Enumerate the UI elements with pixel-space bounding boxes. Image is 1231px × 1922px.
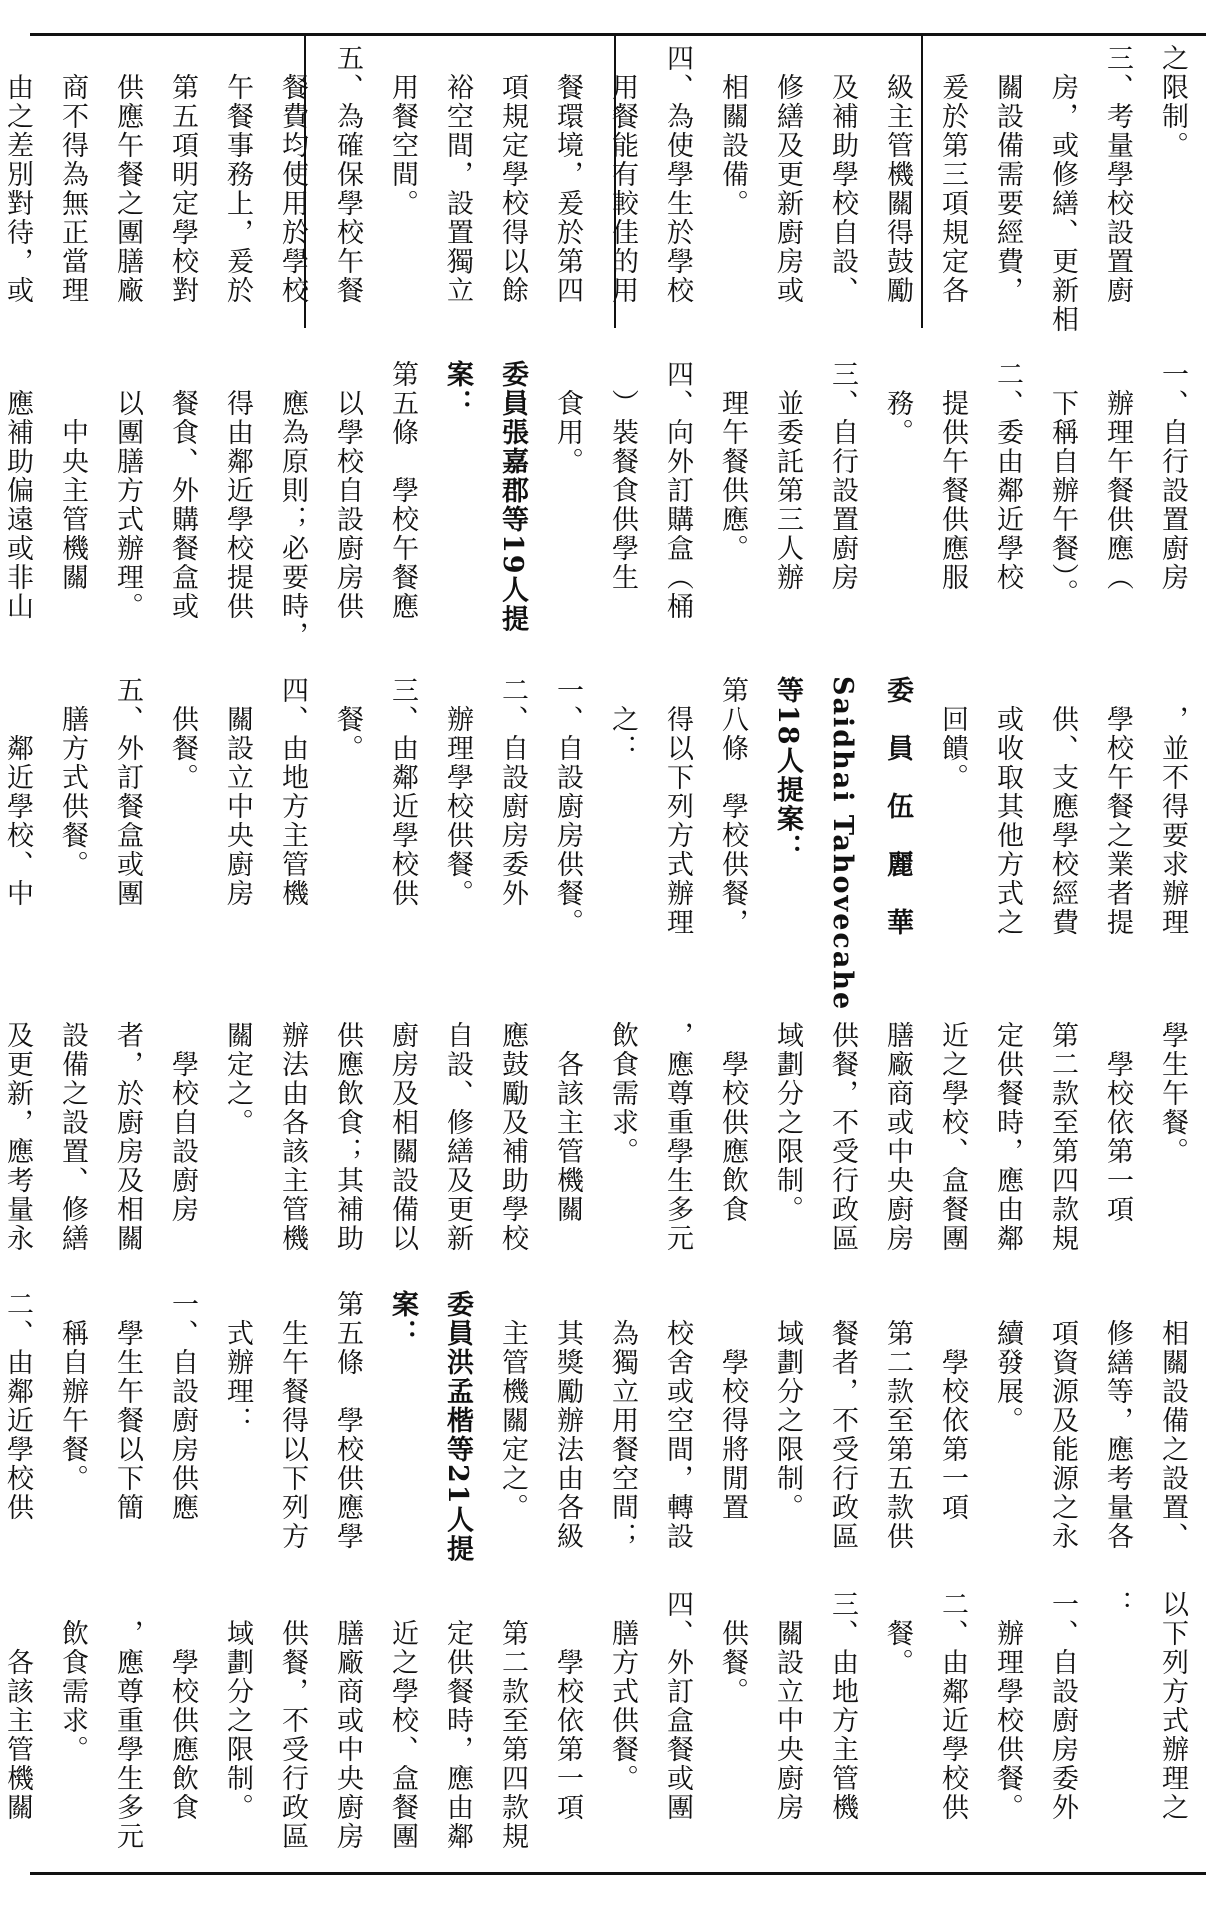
text-line: 飲食需求。 [607,992,638,1166]
text-line: 飲食需求。 [57,1590,88,1764]
text-line: 為獨立用餐空間； [607,1290,638,1551]
text-line: 第二款至第四款規 [497,1590,528,1851]
text-line: 辦理學校供餐。 [442,676,473,908]
text-line: 餐者，不受行政區 [827,1290,858,1551]
text-line: 學校供應飲食 [717,992,748,1224]
text-line: 關設備需要經費， [992,44,1023,305]
text-line: 定供餐時，應由鄰 [992,992,1023,1253]
text-line: 得以下列方式辦理 [662,676,693,937]
text-line: 供、支應學校經費 [1047,676,1078,937]
text-line: 第八條 學校供餐， [717,676,748,937]
text-line: 膳廠商或中央廚房 [882,992,913,1253]
text-line: 三、由鄰近學校供 [387,676,418,908]
text-line: 一、自設廚房供餐。 [552,676,583,937]
text-line: 定供餐時，應由鄰 [442,1590,473,1851]
text-line: 五、為確保學校午餐 [332,44,363,305]
text-line: 提供午餐供應服 [937,360,968,592]
text-line: 供餐。 [717,1590,748,1706]
text-line: 三、考量學校設置廚 [1102,44,1133,305]
text-line: 等18人提案： [772,676,803,863]
text-line: 項規定學校得以餘 [497,44,528,305]
text-line: 供餐。 [167,676,198,792]
text-line: 鄰近學校、中 [2,676,33,908]
text-line: 理午餐供應。 [717,360,748,563]
text-line: 及補助學校自設、 [827,44,858,305]
text-line: 用餐空間。 [387,44,418,218]
text-line: 房，或修繕、更新相 [1047,44,1078,334]
text-line: 以下列方式辦理之 [1157,1590,1188,1822]
text-line: 一、自設廚房委外 [1047,1590,1078,1822]
text-line: 近之學校、盒餐團 [387,1590,418,1851]
text-line: 之： [607,676,638,763]
text-line: 餐環境，爰於第四 [552,44,583,305]
text-line: ）裝餐食供學生 [607,360,638,592]
text-line: 域劃分之限制。 [772,1290,803,1522]
text-line: 膳方式供餐。 [57,676,88,879]
text-band-3 [2,676,1200,1012]
text-line: 回饋。 [937,676,968,792]
text-line: 由之差別對待，或 [2,44,33,305]
text-line: 域劃分之限制。 [772,992,803,1224]
text-line: 辦理學校供餐。 [992,1590,1023,1822]
text-line: 相關設備。 [717,44,748,218]
text-line: 設備之設置、修繕 [57,992,88,1253]
text-line: 校舍或空間，轉設 [662,1290,693,1551]
text-line: 各該主管機關 [2,1590,33,1822]
text-line: 生午餐得以下列方 [277,1290,308,1551]
text-line: 下稱自辦午餐）。 [1047,360,1078,608]
text-line: 供應飲食；其補助 [332,992,363,1253]
text-line: 餐。 [882,1590,913,1677]
text-line: 裕空間，設置獨立 [442,44,473,305]
text-line: 學生午餐。 [1157,992,1188,1166]
text-line: 商不得為無正當理 [57,44,88,305]
text-line: 主管機關定之。 [497,1290,528,1522]
text-band-5 [2,1290,1200,1566]
text-band-4 [2,992,1200,1268]
text-band-2 [2,360,1200,650]
text-line: 午餐事務上，爰於 [222,44,253,305]
text-line: 供餐，不受行政區 [277,1590,308,1851]
text-line: 餐食、外購餐盒或 [167,360,198,621]
text-line: 辦法由各該主管機 [277,992,308,1253]
text-line: 五、外訂餐盒或團 [112,676,143,908]
text-line: 或收取其他方式之 [992,676,1023,937]
text-line: 學校依第一項 [552,1590,583,1822]
text-line: 四、外訂盒餐或團 [662,1590,693,1822]
text-line: ，應尊重學生多元 [112,1590,143,1851]
text-line: 中央主管機關 [57,360,88,592]
text-line: 關設立中央廚房 [222,676,253,908]
text-line: 應為原則；必要時， [277,360,308,650]
text-line: 學校供應飲食 [167,1590,198,1822]
text-band-1 [2,44,1200,334]
text-line: 第五條 學校午餐應 [387,360,418,621]
text-line: 者，於廚房及相關 [112,992,143,1253]
text-line: 一、自設廚房供應 [167,1290,198,1522]
text-line: 修繕等，應考量各 [1102,1290,1133,1551]
text-line: ，並不得要求辦理 [1157,676,1188,937]
text-line: 應鼓勵及補助學校 [497,992,528,1253]
text-line: 學校依第一項 [937,1290,968,1522]
text-line: 各該主管機關 [552,992,583,1224]
text-line: 委員洪孟楷等21人提 [442,1290,473,1564]
text-line: 之限制。 [1157,44,1188,160]
text-line: 稱自辦午餐。 [57,1290,88,1493]
text-line: 四、由地方主管機 [277,676,308,908]
text-line: 二、由鄰近學校供 [2,1290,33,1522]
text-line: 相關設備之設置、 [1157,1290,1188,1551]
text-line: 膳方式供餐。 [607,1590,638,1793]
text-line: 其獎勵辦法由各級 [552,1290,583,1551]
text-line: 項資源及能源之永 [1047,1290,1078,1551]
text-line: 供餐，不受行政區 [827,992,858,1253]
text-line: 域劃分之限制。 [222,1590,253,1822]
text-line: 廚房及相關設備以 [387,992,418,1253]
text-line: 學校得將閒置 [717,1290,748,1522]
text-line: 修繕及更新廚房或 [772,44,803,305]
text-line: 第二款至第四款規 [1047,992,1078,1253]
text-line: 及更新，應考量永 [2,992,33,1253]
text-line: 近之學校、盒餐團 [937,992,968,1253]
text-line: 膳廠商或中央廚房 [332,1590,363,1851]
text-line: 爰於第三項規定各 [937,44,968,305]
text-line: 辦理午餐供應（ [1102,360,1133,592]
text-line: 餐費均使用於學校 [277,44,308,305]
text-line: ： [1102,1590,1133,1619]
text-line: 三、由地方主管機 [827,1590,858,1822]
text-line: 案： [387,1290,418,1348]
text-line: 三、自行設置廚房 [827,360,858,592]
text-line: 第二款至第五款供 [882,1290,913,1551]
text-line: 並委託第三人辦 [772,360,803,592]
text-line: 關定之。 [222,992,253,1137]
text-line: 食用。 [552,360,583,476]
bottom-rule [30,1872,1206,1875]
text-line: 以學校自設廚房供 [332,360,363,621]
top-rule [30,33,1206,36]
text-line: 學校依第一項 [1102,992,1133,1224]
text-line: 委 員 伍 麗 華 [882,676,913,937]
text-line: 第五項明定學校對 [167,44,198,305]
text-line: 二、自設廚房委外 [497,676,528,908]
text-line: 用餐能有較佳的用 [607,44,638,305]
text-line: 續發展。 [992,1290,1023,1435]
text-line: 關設立中央廚房 [772,1590,803,1822]
text-line: 自設、修繕及更新 [442,992,473,1253]
text-line: Saidhai Tahovecahe [827,676,858,1012]
text-line: 學校自設廚房 [167,992,198,1224]
text-line: 一、自行設置廚房 [1157,360,1188,592]
text-line: 務。 [882,360,913,447]
text-line: 二、委由鄰近學校 [992,360,1023,592]
text-line: 委員張嘉郡等19人提 [497,360,528,634]
text-line: 以團膳方式辦理。 [112,360,143,621]
text-line: 應補助偏遠或非山 [2,360,33,621]
text-line: 四、向外訂購盒（桶 [662,360,693,621]
text-line: 餐。 [332,676,363,763]
text-line: 案： [442,360,473,418]
text-line: 學生午餐以下簡 [112,1290,143,1522]
text-line: 學校午餐之業者提 [1102,676,1133,937]
text-line: 二、由鄰近學校供 [937,1590,968,1822]
text-line: ，應尊重學生多元 [662,992,693,1253]
text-line: 第五條 學校供應學 [332,1290,363,1551]
text-line: 供應午餐之團膳廠 [112,44,143,305]
text-line: 級主管機關得鼓勵 [882,44,913,305]
text-line: 得由鄰近學校提供 [222,360,253,621]
text-band-6 [2,1590,1200,1866]
text-line: 四、為使學生於學校 [662,44,693,305]
text-line: 式辦理： [222,1290,253,1435]
